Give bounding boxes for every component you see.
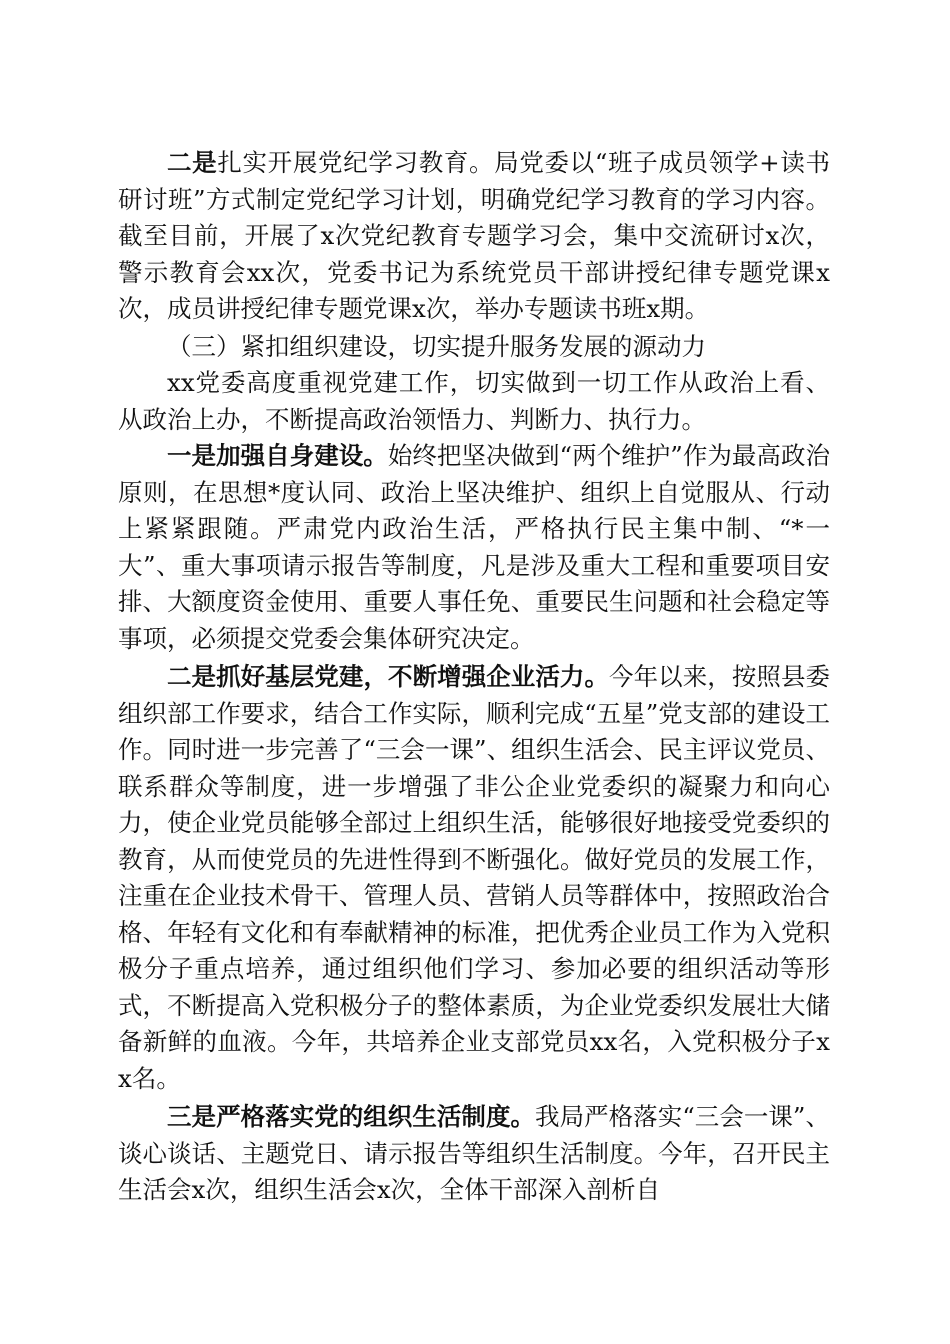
paragraph-text: 扎实开展党纪学习教育。局党委以“班子成员领学+读书研讨班”方式制定党纪学习计划，明确党纪学习教育的学习内容。截至目前，开展了x次党纪教育专题学习会，集中交流研讨x次，警示教育会xx次，党委书记为系统党员干部讲授纪律专题党课x次，成员讲授纪律专题党课x次，举办专题读书班x期。 [118, 148, 830, 323]
paragraph-grassroots-party-building [118, 659, 830, 1097]
paragraph-party-discipline-study [118, 145, 830, 328]
paragraph-lead: 三是严格落实党的组织生活制度。 [167, 1102, 536, 1131]
paragraph-text: 我局严格落实“三会一课”、谈心谈话、主题党日、请示报告等组织生活制度。今年，召开民主生活会x次，组织生活会x次，全体干部深入剖析自 [118, 1102, 830, 1204]
paragraph-lead: 二是 [167, 148, 218, 177]
paragraph-text: xx党委高度重视党建工作，切实做到一切工作从政治上看、从政治上办，不断提高政治领悟力、判断力、执行力。 [118, 368, 830, 434]
document-body [118, 145, 830, 1209]
paragraph-organizational-life [118, 1099, 830, 1209]
paragraph-self-construction [118, 438, 830, 657]
paragraph-lead: 二是抓好基层党建，不断增强企业活力。 [167, 662, 610, 691]
paragraph-party-building-intro [118, 365, 830, 438]
paragraph-text: 今年以来，按照县委组织部工作要求，结合工作实际，顺利完成“五星”党支部的建设工作。同时进一步完善了“三会一课”、组织生活会、民主评议党员、联系群众等制度，进一步增强了非公企业党委织的凝聚力和向心力，使企业党员能够全部过上组织生活，能够很好地接受党委织的教育，从而使党员的先进性得到不断强化。做好党员的发展工作，注重在企业技术骨干、管理人员、营销人员等群体中，按照政治合格、年轻有文化和有奉献精神的标准，把优秀企业员工作为入党积极分子重点培养，通过组织他们学习、参加必要的组织活动等形式，不断提高入党积极分子的整体素质，为企业党委织发展壮大储备新鲜的血液。今年，共培养企业支部党员xx名，入党积极分子xx名。 [118, 662, 831, 1093]
section-heading: （三）紧扣组织建设，切实提升服务发展的源动力 [167, 331, 706, 361]
paragraph-lead: 一是加强自身建设。 [167, 441, 388, 470]
paragraph-text: 始终把坚决做到“两个维护”作为最高政治原则，在思想*度认同、政治上坚决维护、组织上自觉服从、行动上紧紧跟随。严肃党内政治生活，严格执行民主集中制、“*一大”、重大事项请示报告等制度，凡是涉及重大工程和重要项目安排、大额度资金使用、重要人事任免、重要民生问题和社会稳定等事项，必须提交党委会集体研究决定。 [118, 441, 830, 653]
